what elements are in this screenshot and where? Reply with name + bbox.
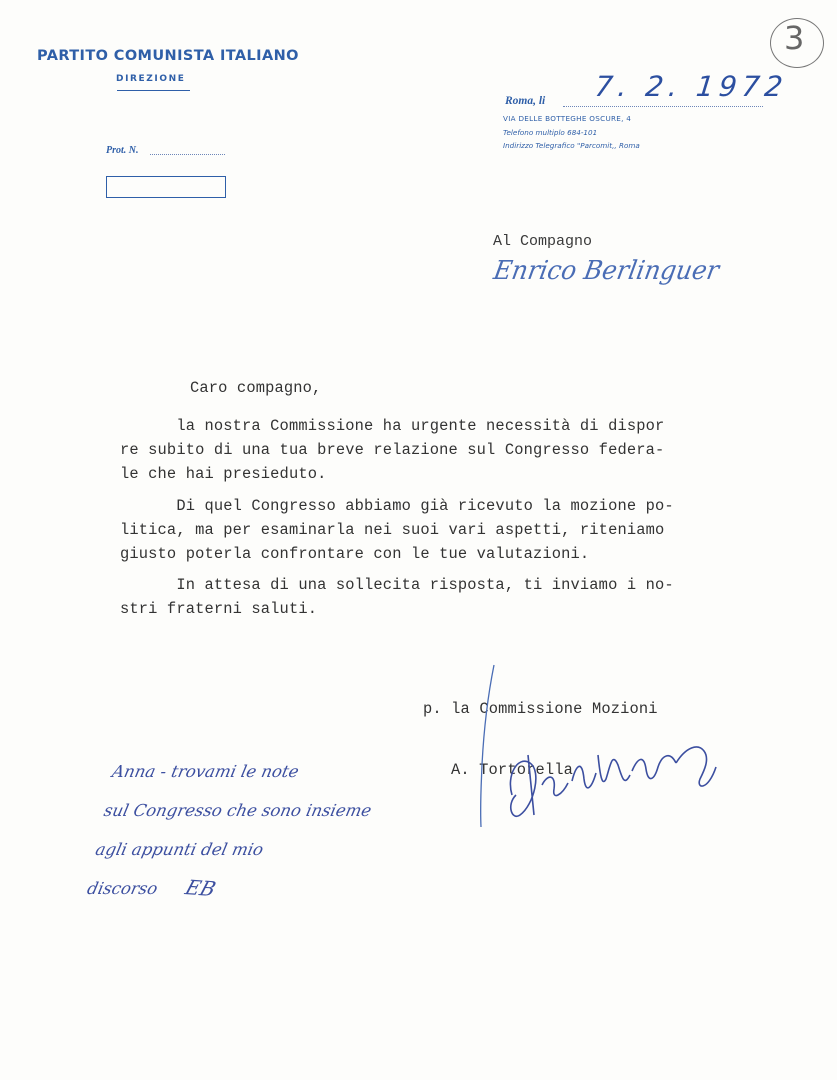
protocol-box <box>106 176 226 198</box>
handwritten-signature <box>472 655 732 835</box>
recipient-name-handwritten: Enrico Berlinguer <box>491 256 722 286</box>
closing-commission: p. la Commissione Mozioni <box>423 700 658 718</box>
party-name: PARTITO COMUNISTA ITALIANO <box>37 48 299 64</box>
recipient-label: Al Compagno <box>493 233 593 250</box>
page-number: 3 <box>784 19 805 57</box>
department-name: DIREZIONE <box>116 74 186 84</box>
department-underline <box>117 90 190 91</box>
body-paragraph-3: In attesa di una sollecita risposta, ti inviamo i no- stri fraterni saluti. <box>120 576 674 618</box>
body-paragraph-1: la nostra Commissione ha urgente necessità di dispor re subito di una tua breve relazione sul Congresso federa- le che hai presieduto. <box>120 417 665 483</box>
closing-signer: A. Tortorella <box>451 761 574 779</box>
telegraph-line: Indirizzo Telegrafico "Parcomit,, Roma <box>503 141 640 150</box>
handwritten-date: 7. 2. 1972 <box>593 70 790 103</box>
place-label: Roma, li <box>505 95 546 107</box>
body-paragraph-2: Di quel Congresso abbiamo già ricevuto la mozione po- litica, ma per esaminarla nei suoi vari aspetti, riteniamo giusto poterla confrontare con le tue valutazioni. <box>120 497 674 563</box>
phone-line: Telefono multiplo 684-101 <box>503 128 598 137</box>
protocol-dotted-line <box>150 154 225 155</box>
date-dotted-line <box>563 106 763 107</box>
address-line: VIA DELLE BOTTEGHE OSCURE, 4 <box>503 114 632 123</box>
salutation: Caro compagno, <box>190 379 322 397</box>
handwritten-note: Anna - trovami le note sul Congresso che sono insieme agli appunti del mio discorso <box>85 762 374 898</box>
protocol-label: Prot. N. <box>106 145 139 156</box>
handwritten-initials: EB <box>182 875 219 901</box>
